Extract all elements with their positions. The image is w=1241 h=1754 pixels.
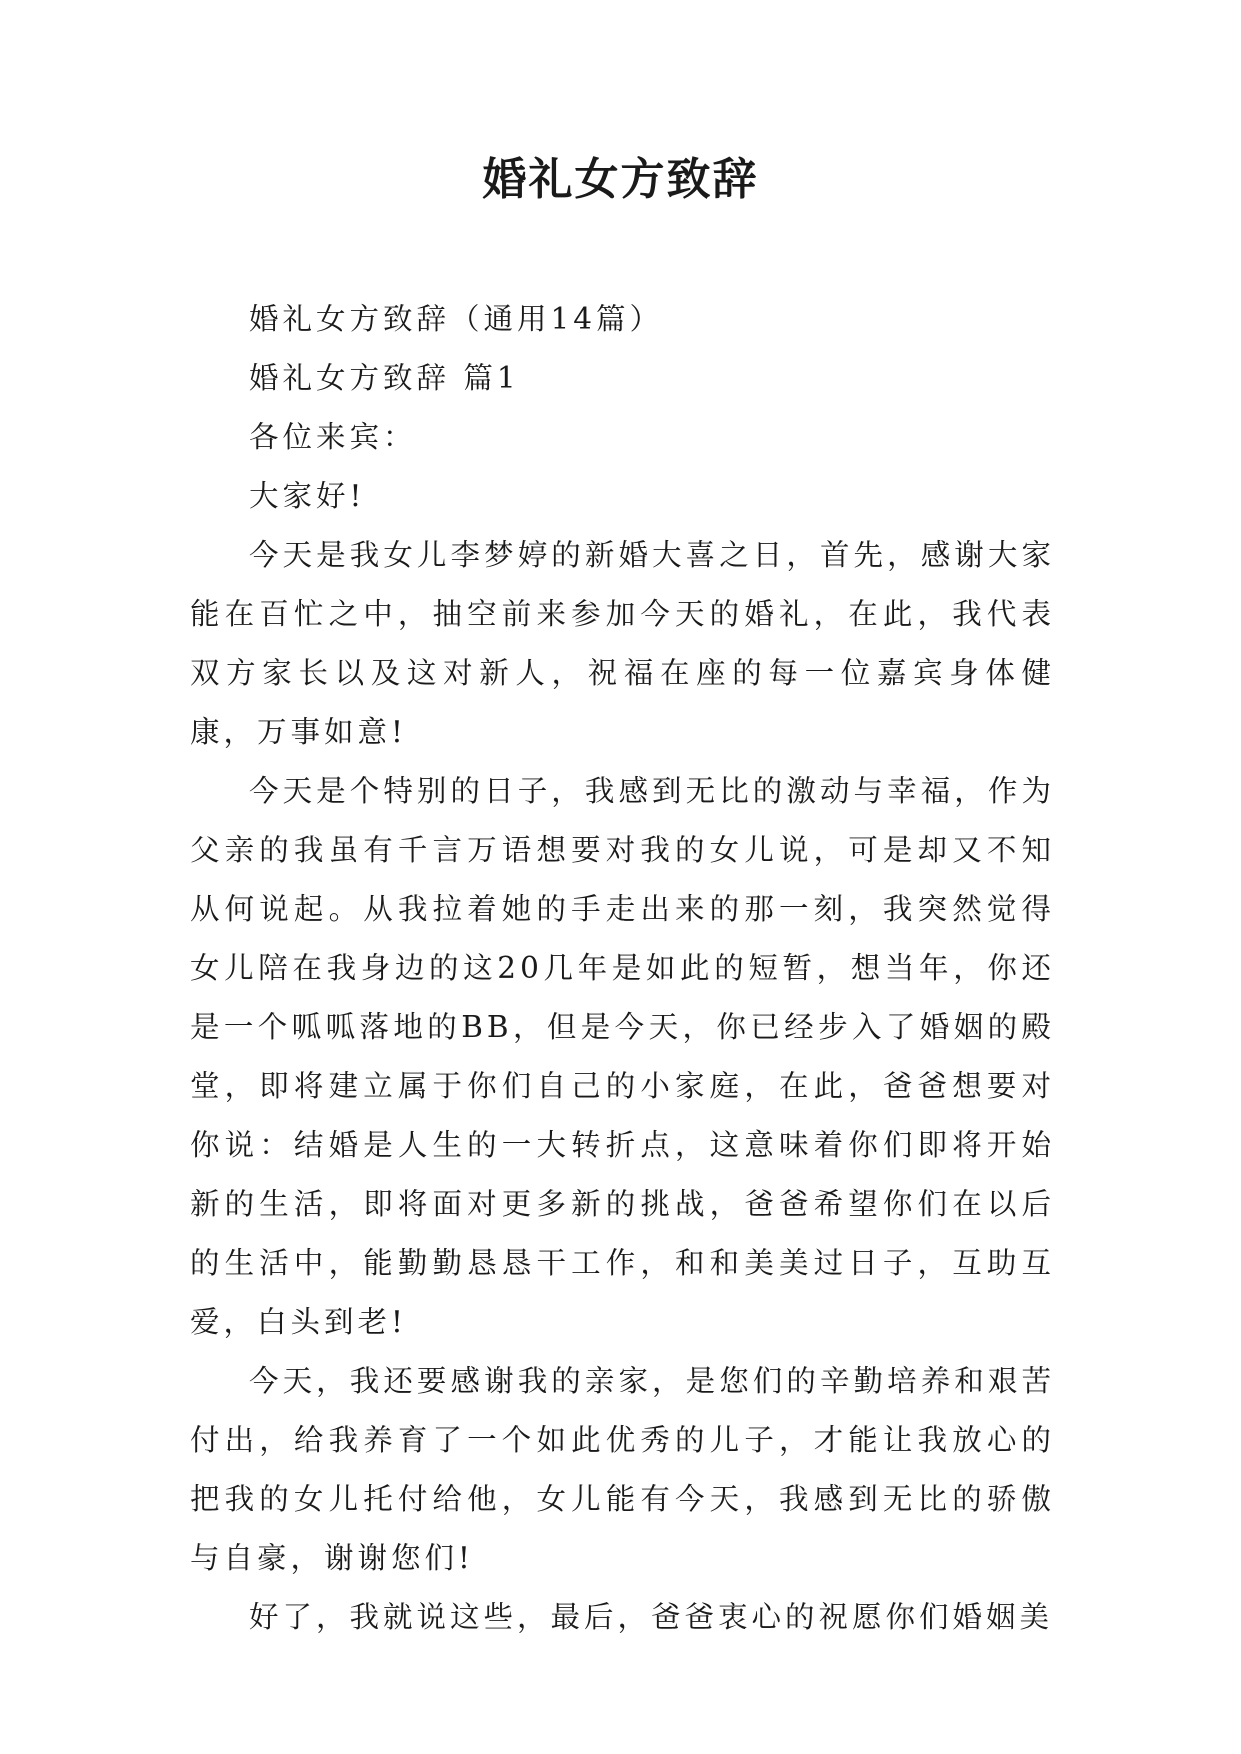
paragraph-greeting: 大家好! <box>249 479 366 513</box>
document-body <box>190 290 1055 1647</box>
paragraph-body: 今天，我还要感谢我的亲家，是您们的辛勤培养和艰苦付出，给我养育了一个如此优秀的儿子，才能让我放心的把我的女儿托付给他，女儿能有今天，我感到无比的骄傲与自豪，谢谢您们! <box>190 1364 1055 1575</box>
paragraph-salutation: 各位来宾： <box>249 420 417 454</box>
paragraph-body: 今天是我女儿李梦婷的新婚大喜之日，首先，感谢大家能在百忙之中，抽空前来参加今天的婚礼，在此，我代表双方家长以及这对新人，祝福在座的每一位嘉宾身体健康，万事如意! <box>190 538 1055 749</box>
paragraph-body: 好了，我就说这些，最后，爸爸衷心的祝愿你们婚姻美 <box>249 1600 1054 1634</box>
paragraph-section-heading: 婚礼女方致辞 篇1 <box>249 361 520 395</box>
paragraph-subtitle: 婚礼女方致辞（通用14篇） <box>249 302 664 336</box>
document-title: 婚礼女方致辞 <box>482 154 759 205</box>
paragraph-body: 今天是个特别的日子，我感到无比的激动与幸福，作为父亲的我虽有千言万语想要对我的女儿说，可是却又不知从何说起。从我拉着她的手走出来的那一刻，我突然觉得女儿陪在我身边的这20几年是如此的短暂，想当年，你还是一个呱呱落地的BB，但是今天，你已经步入了婚姻的殿堂，即将建立属于你们自己的小家庭，在此，爸爸想要对你说：结婚是人生的一大转折点，这意味着你们即将开始新的生活，即将面对更多新的挑战，爸爸希望你们在以后的生活中，能勤勤恳恳干工作，和和美美过日子，互助互爱，白头到老! <box>190 774 1055 1339</box>
